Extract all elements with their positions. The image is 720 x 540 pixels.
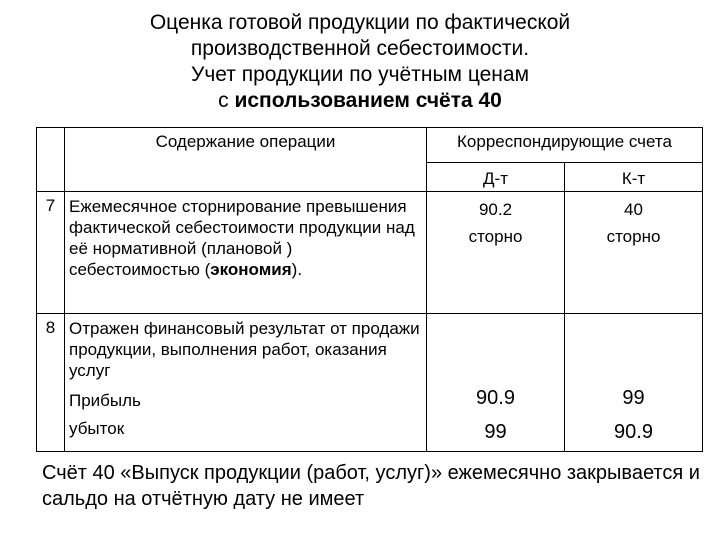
loss-credit: 90.9 [614, 421, 653, 443]
header-debit: Д-т [427, 163, 565, 192]
credit-value: 40 [624, 200, 643, 219]
title-line-2: производственной себестоимости. [190, 37, 530, 60]
title-line-4-bold: использованием счёта 40 [234, 89, 502, 112]
table-row [37, 192, 703, 314]
title-line-4-prefix: с [218, 89, 235, 112]
header-credit: К-т [565, 163, 703, 192]
title-line-3: Учет продукции по учётным ценам [190, 63, 530, 86]
header-operation: Содержание операции [65, 128, 427, 192]
loss-label: убыток [69, 419, 125, 438]
credit-note: сторно [606, 227, 661, 246]
profit-debit: 90.9 [476, 387, 515, 409]
accounts-table-container [36, 127, 702, 453]
profit-credit: 99 [622, 387, 645, 409]
operation-text-main: Отражен финансовый результат от продажи продукции, выполнения работ, оказания услуг [69, 319, 420, 380]
debit-note: сторно [468, 227, 523, 246]
debit-value: 90.2 [478, 200, 513, 219]
debit-cell [427, 192, 565, 314]
operation-text [65, 314, 427, 452]
profit-label: Прибыль [69, 391, 141, 410]
title-line-4 [0, 88, 720, 114]
operation-text-end: ). [291, 260, 303, 279]
page-title [0, 10, 720, 114]
operation-text-bold: экономия [210, 260, 292, 279]
credit-cell [565, 314, 703, 452]
loss-debit: 99 [484, 421, 507, 443]
table-header-row [37, 128, 703, 163]
accounts-table [36, 127, 703, 452]
row-number: 7 [37, 192, 65, 314]
operation-text-main: Ежемесячное сторнирование превышения фактической себестоимости продукции над её нормативной (плановой ) себестоимостью ( [69, 197, 415, 279]
header-num-cell [37, 128, 65, 192]
credit-cell [565, 192, 703, 314]
row-number: 8 [37, 314, 65, 452]
debit-cell [427, 314, 565, 452]
footer-note: Счёт 40 «Выпуск продукции (работ, услуг)» ежемесячно закрывается и сальдо на отчётную дату не имеет [42, 462, 700, 510]
table-row [37, 314, 703, 452]
operation-text [65, 192, 427, 314]
title-line-1: Оценка готовой продукции по фактической [149, 11, 571, 34]
header-accounts: Корреспондирующие счета [427, 128, 703, 163]
